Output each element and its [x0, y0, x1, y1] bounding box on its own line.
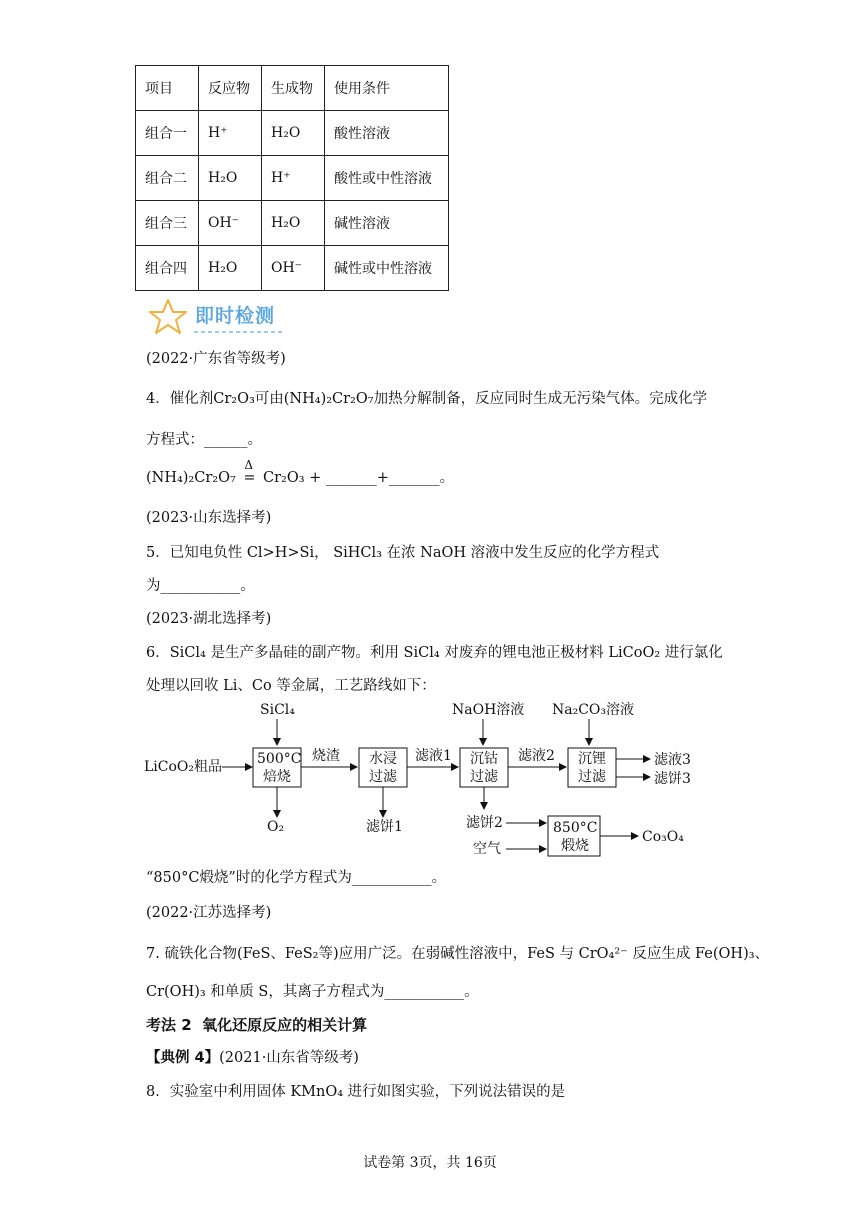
box2-line1: 水浸 [369, 751, 397, 767]
box3-line2: 过滤 [470, 769, 498, 785]
q5-text-line1: 5．已知电负性 Cl>H>Si， SiHCl₃ 在浓 NaOH 溶液中发生反应的化学方程式 [146, 545, 660, 561]
table-cell: OH⁻ [199, 201, 262, 246]
output-filtrate3: 滤液3 [654, 752, 691, 768]
page-footer: 试卷第 3页，共 16页 [363, 1155, 497, 1171]
q5-text-line2: 为___________。 [146, 578, 255, 594]
input-sicl4: SiCl₄ [260, 702, 295, 718]
table-cell: H₂O [262, 201, 325, 246]
equation-reactant: (NH₄)₂Cr₂O₇ [146, 470, 236, 486]
output-o2: O₂ [267, 819, 285, 835]
q6-text-line1: 6．SiCl₄ 是生产多晶硅的副产物。利用 SiCl₄ 对废弃的锂电池正极材料 LiCoO₂ 进行氯化 [146, 645, 723, 661]
q4-text-line2: 方程式：______。 [146, 432, 262, 448]
table-header-row [136, 66, 449, 111]
q6-source: (2023·湖北选择考) [146, 611, 272, 627]
table-cell: 组合一 [136, 111, 199, 156]
arrow2-label: 滤液1 [415, 748, 452, 764]
table-cell: OH⁻ [262, 246, 325, 291]
q4-source: (2022·广东省等级考) [146, 351, 286, 367]
example4-label: 【典例 4】 [146, 1050, 220, 1066]
example4-line [146, 1046, 359, 1067]
output-cake1: 滤饼1 [366, 819, 403, 835]
section2-prefix: 考法 2 [146, 1016, 192, 1034]
table-cell: H₂O [199, 156, 262, 201]
air-label: 空气 [473, 841, 501, 857]
table-cell: 碱性溶液 [325, 201, 449, 246]
section2-title: 氧化还原反应的相关计算 [202, 1016, 368, 1034]
table-cell: 酸性溶液 [325, 111, 449, 156]
table-cell: 组合二 [136, 156, 199, 201]
table-row [136, 156, 449, 201]
table-row [136, 246, 449, 291]
input-naoh: NaOH溶液 [452, 702, 525, 718]
header-cell: 生成物 [262, 66, 325, 111]
q7-text-line1: 7. 硫铁化合物(FeS、FeS₂等)应用广泛。在弱碱性溶液中，FeS 与 CrO₄²⁻ 反应生成 Fe(OH)₃、 [146, 946, 770, 962]
q4-text-line1: 4．催化剂Cr₂O₃可由(NH₄)₂Cr₂O₇加热分解制备，反应同时生成无污染气体。完成化学 [146, 391, 708, 407]
product-co3o4: Co₃O₄ [642, 829, 684, 845]
table-cell: H⁺ [199, 111, 262, 156]
cake2-label: 滤饼2 [466, 815, 503, 831]
start-material: LiCoO₂粗品 [144, 759, 223, 775]
q7-text-line2: Cr(OH)₃ 和单质 S，其离子方程式为___________。 [146, 984, 479, 1000]
box5-line1: 850°C [553, 820, 598, 836]
q8-text-line1: 8．实验室中利用固体 KMnO₄ 进行如图实验，下列说法错误的是 [146, 1084, 566, 1100]
input-na2co3: Na₂CO₃溶液 [552, 702, 635, 718]
table-cell: 碱性或中性溶液 [325, 246, 449, 291]
table-cell: H₂O [262, 111, 325, 156]
table-row [136, 201, 449, 246]
q6-text-line2: 处理以回收 Li、Co 等金属，工艺路线如下： [146, 678, 436, 694]
header-cell: 项目 [136, 66, 199, 111]
box2-line2: 过滤 [369, 769, 397, 785]
box4-line1: 沉锂 [578, 751, 606, 767]
section2-heading [146, 1014, 367, 1035]
box1-line2: 焙烧 [263, 769, 291, 785]
header-cell: 反应物 [199, 66, 262, 111]
q4-equation [146, 458, 455, 487]
header-cell: 使用条件 [325, 66, 449, 111]
example4-source: (2021·山东省等级考) [219, 1050, 359, 1066]
reaction-combination-table [135, 65, 449, 291]
process-flowchart [140, 697, 700, 867]
table-row [136, 111, 449, 156]
q5-source: (2023·山东选择考) [146, 510, 272, 526]
arrow1-label: 烧渣 [312, 748, 340, 764]
section-badge-title: 即时检测 [195, 305, 276, 327]
box1-line1: 500°C [257, 751, 302, 767]
box5-line2: 煅烧 [561, 838, 589, 854]
heat-condition: Δ = [243, 458, 256, 486]
box3-line1: 沉钴 [470, 751, 498, 767]
output-cake3: 滤饼3 [654, 771, 691, 787]
table-cell: H₂O [199, 246, 262, 291]
arrow3-label: 滤液2 [518, 748, 555, 764]
box4-line2: 过滤 [578, 769, 606, 785]
table-cell: 酸性或中性溶液 [325, 156, 449, 201]
q6-question: “850°C煅烧”时的化学方程式为___________。 [146, 870, 447, 886]
table-cell: 组合四 [136, 246, 199, 291]
equation-products: Cr₂O₃ + _______+_______。 [263, 470, 455, 486]
table-cell: H⁺ [262, 156, 325, 201]
q7-source: (2022·江苏选择考) [146, 905, 272, 921]
table-cell: 组合三 [136, 201, 199, 246]
